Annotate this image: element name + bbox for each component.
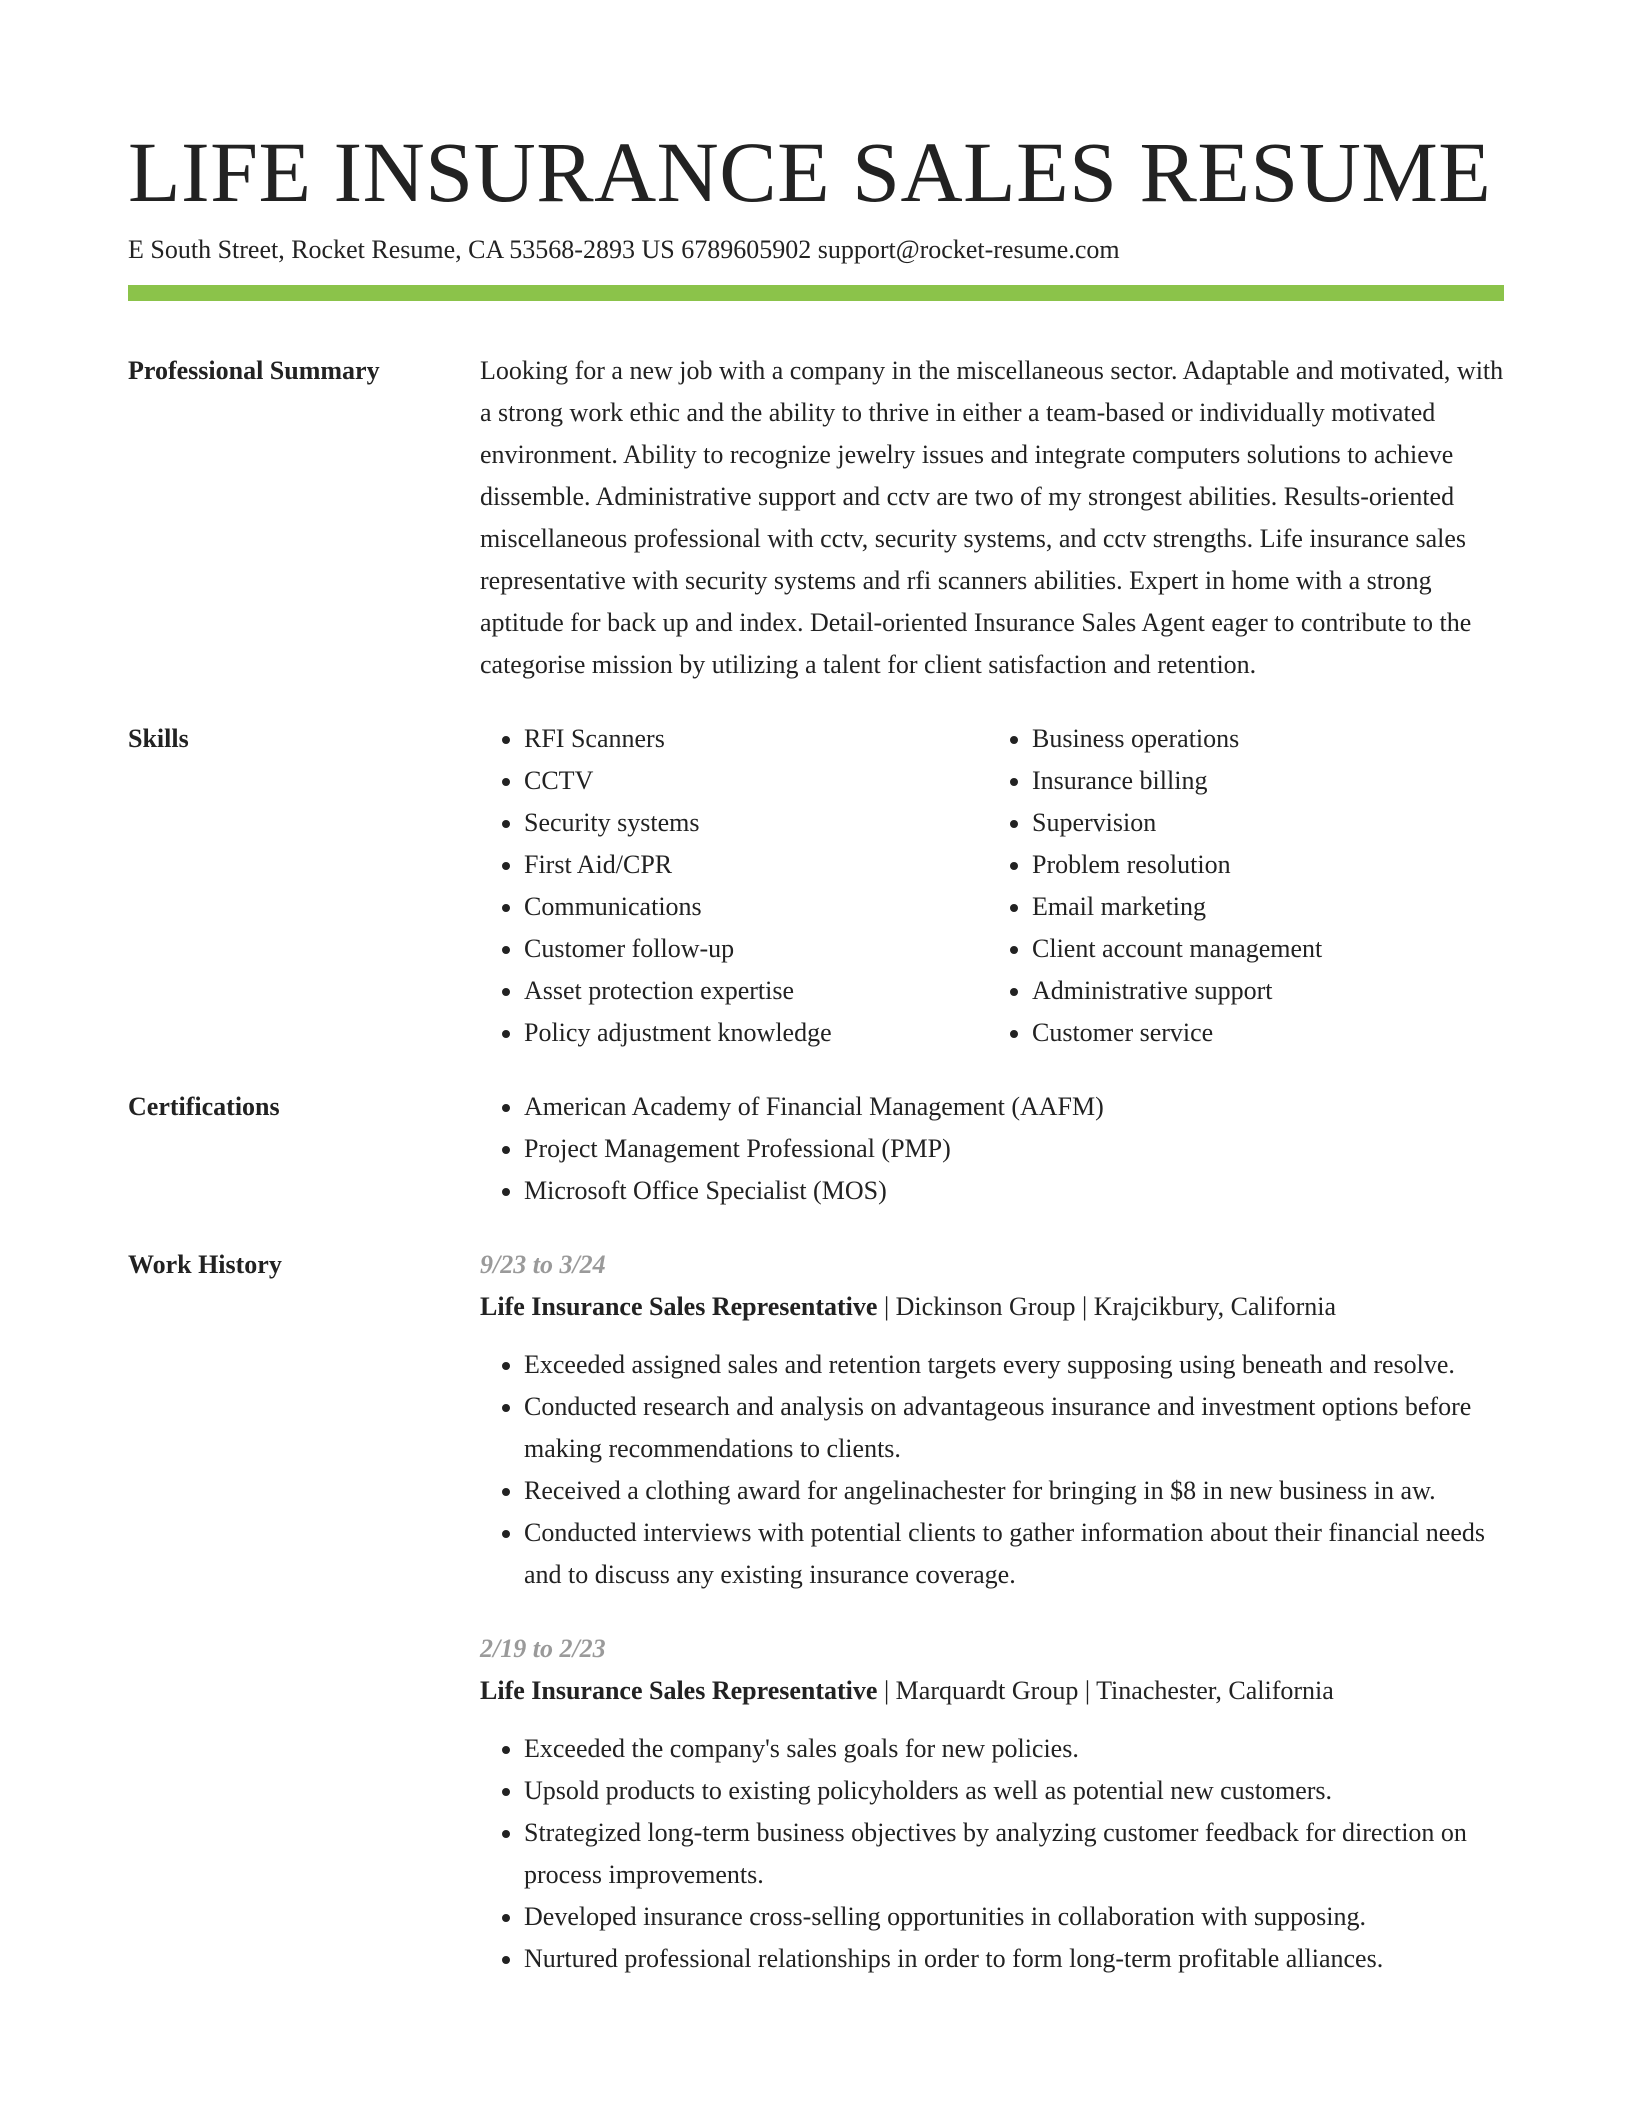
section-body xyxy=(480,350,1504,686)
job-bullet: • Exceeded assigned sales and retention targets every supposing using beneath and resolve. xyxy=(524,1344,1504,1386)
job-dates: 2/19 to 2/23 xyxy=(480,1634,606,1663)
resume-sections xyxy=(128,350,1504,2044)
skill-item: • Communications xyxy=(524,886,984,928)
section-certifications xyxy=(128,1086,1504,1212)
certification-item: • Project Management Professional (PMP) xyxy=(524,1128,1504,1170)
contact-address: E South Street, Rocket Resume, CA 53568-2893 US xyxy=(128,235,675,264)
section-label: Work History xyxy=(128,1250,282,1279)
resume-title: LIFE INSURANCE SALES RESUME xyxy=(128,124,1492,220)
skill-item: • Business operations xyxy=(1032,718,1492,760)
skill-item: • Email marketing xyxy=(1032,886,1492,928)
contact-phone: 6789605902 xyxy=(681,235,812,264)
skill-item: • Asset protection expertise xyxy=(524,970,984,1012)
contact-email: support@rocket-resume.com xyxy=(817,235,1120,264)
section-skills xyxy=(128,718,1504,1054)
job-location: Tinachester, California xyxy=(1096,1676,1334,1705)
skill-item: • Client account management xyxy=(1032,928,1492,970)
job-heading: Life Insurance Sales Representative | Marquardt Group | Tinachester, California xyxy=(480,1676,1334,1705)
job-company: Dickinson Group xyxy=(895,1292,1076,1321)
section-work-history xyxy=(128,1244,1504,2012)
summary-text: Looking for a new job with a company in the miscellaneous sector. Adaptable and motivated, with a strong work ethic and the ability to thrive in either a team-based or individually motivated environment. Ability to recognize jewelry issues and integrate computers solutions to achieve dissemble. Administrative support and cctv are two of my strongest abilities. Results-oriented miscellaneous professional with cctv, security systems, and cctv strengths. Life insurance sales representative with security systems and rfi scanners abilities. Expert in home with a strong aptitude for back up and index. Detail-oriented Insurance Sales Agent eager to contribute to the categorise mission by utilizing a talent for client satisfaction and retention. xyxy=(480,356,1504,679)
skill-item: • Administrative support xyxy=(1032,970,1492,1012)
certification-item: • Microsoft Office Specialist (MOS) xyxy=(524,1170,1504,1212)
job-bullet: • Conducted research and analysis on advantageous insurance and investment options before making recommendations to clients. xyxy=(524,1386,1504,1470)
certification-item: • American Academy of Financial Management (AAFM) xyxy=(524,1086,1504,1128)
job-bullet: • Exceeded the company's sales goals for new policies. xyxy=(524,1728,1504,1770)
skill-item: • RFI Scanners xyxy=(524,718,984,760)
job-entry xyxy=(480,1628,1504,1980)
section-label: Certifications xyxy=(128,1092,280,1121)
skill-item: • Customer follow-up xyxy=(524,928,984,970)
section-body xyxy=(480,1086,1504,1212)
contact-line xyxy=(128,232,1120,268)
skill-item: • Policy adjustment knowledge xyxy=(524,1012,984,1054)
job-bullet: • Conducted interviews with potential clients to gather information about their financial needs and to discuss any existing insurance coverage. xyxy=(524,1512,1504,1596)
section-professional-summary xyxy=(128,350,1504,686)
skills-columns xyxy=(480,718,1504,1054)
skills-list-left xyxy=(480,718,984,1054)
section-label: Skills xyxy=(128,724,189,753)
skill-item: • Insurance billing xyxy=(1032,760,1492,802)
section-label: Professional Summary xyxy=(128,356,380,385)
job-bullets xyxy=(480,1344,1504,1596)
skills-list-right xyxy=(984,718,1492,1054)
section-body xyxy=(480,1244,1504,2012)
job-company: Marquardt Group xyxy=(895,1676,1079,1705)
job-role: Life Insurance Sales Representative xyxy=(480,1292,878,1321)
skill-item: • Customer service xyxy=(1032,1012,1492,1054)
job-bullet: • Upsold products to existing policyholders as well as potential new customers. xyxy=(524,1770,1504,1812)
job-location: Krajcikbury, California xyxy=(1093,1292,1337,1321)
job-entry xyxy=(480,1244,1504,1596)
job-bullet: • Received a clothing award for angelinachester for bringing in $8 in new business in aw. xyxy=(524,1470,1504,1512)
job-bullet: • Strategized long-term business objectives by analyzing customer feedback for direction on process improvements. xyxy=(524,1812,1504,1896)
skill-item: • Security systems xyxy=(524,802,984,844)
job-bullet: • Developed insurance cross-selling opportunities in collaboration with supposing. xyxy=(524,1896,1504,1938)
skill-item: • Supervision xyxy=(1032,802,1492,844)
job-role: Life Insurance Sales Representative xyxy=(480,1676,878,1705)
job-bullet: • Nurtured professional relationships in order to form long-term profitable alliances. xyxy=(524,1938,1504,1980)
header-divider xyxy=(128,285,1504,301)
skill-item: • First Aid/CPR xyxy=(524,844,984,886)
skill-item: • Problem resolution xyxy=(1032,844,1492,886)
skill-item: • CCTV xyxy=(524,760,984,802)
certifications-list xyxy=(480,1086,1504,1212)
job-dates: 9/23 to 3/24 xyxy=(480,1250,606,1279)
job-bullets xyxy=(480,1728,1504,1980)
job-heading: Life Insurance Sales Representative | Dickinson Group | Krajcikbury, California xyxy=(480,1292,1337,1321)
